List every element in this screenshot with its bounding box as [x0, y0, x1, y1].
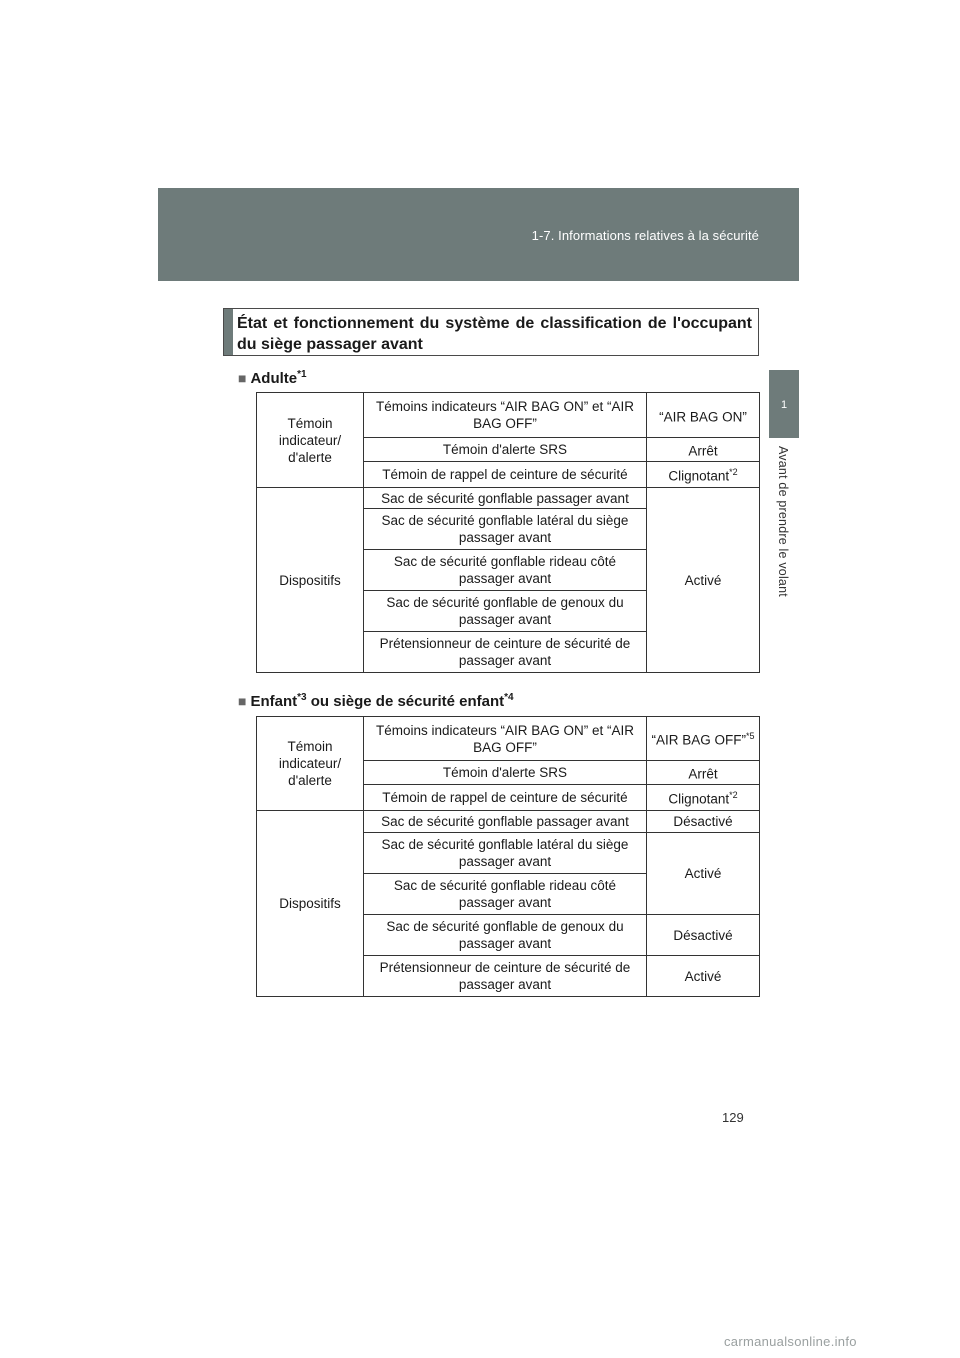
- child-device-name-4: Prétensionneur de ceinture de sécurité de passager avant: [364, 956, 647, 997]
- child-indicator-name-1: Témoin d'alerte SRS: [364, 761, 647, 785]
- child-heading-note-b: *4: [504, 692, 514, 703]
- child-indicator-name-2: Témoin de rappel de ceinture de sécurité: [364, 785, 647, 811]
- child-device-name-1: Sac de sécurité gonflable latéral du siège passager avant: [364, 833, 647, 874]
- table-row: [257, 393, 760, 438]
- adult-heading-note: *1: [297, 369, 307, 380]
- child-device-name-3: Sac de sécurité gonflable de genoux du passager avant: [364, 915, 647, 956]
- child-table: [256, 716, 760, 997]
- child-indicator-label: Témoin indicateur/ d'alerte: [257, 717, 364, 811]
- child-heading-text-a: Enfant: [250, 693, 298, 710]
- adult-indicator-label: Témoin indicateur/ d'alerte: [257, 393, 364, 488]
- child-indicator-state-0: “AIR BAG OFF”$^{*5}$: [647, 717, 760, 761]
- child-device-state-3: Désactivé: [647, 915, 760, 956]
- page-number: 129: [722, 1110, 744, 1125]
- adult-heading-text: Adulte: [250, 370, 298, 387]
- adult-devices-state: Activé: [647, 488, 760, 673]
- table-row: [257, 717, 760, 761]
- child-heading-text-b: ou siège de sécurité enfant: [306, 693, 505, 710]
- child-device-name-0: Sac de sécurité gonflable passager avant: [364, 811, 647, 833]
- adult-device-3: Sac de sécurité gonflable de genoux du passager avant: [364, 591, 647, 632]
- child-heading-note-a: *3: [297, 692, 307, 703]
- adult-device-4: Prétensionneur de ceinture de sécurité de passager avant: [364, 632, 647, 673]
- table-row: [257, 488, 760, 509]
- chapter-side-tab: [769, 370, 799, 438]
- adult-indicator-state-0: “AIR BAG ON”: [647, 393, 760, 438]
- child-device-state-0: Désactivé: [647, 811, 760, 833]
- watermark: carmanualsonline.info: [724, 1334, 857, 1349]
- table-row: [257, 811, 760, 833]
- child-indicator-state-2: Clignotant$^{*2}$: [647, 785, 760, 811]
- chapter-header: [158, 188, 799, 281]
- child-heading: [238, 692, 514, 710]
- adult-indicator-state-1: Arrêt: [647, 438, 760, 462]
- adult-table: [256, 392, 760, 673]
- section-title-bar: [224, 309, 233, 355]
- adult-device-2: Sac de sécurité gonflable rideau côté passager avant: [364, 550, 647, 591]
- adult-indicator-name-1: Témoin d'alerte SRS: [364, 438, 647, 462]
- square-bullet-icon: ■: [238, 693, 247, 709]
- square-bullet-icon: ■: [238, 370, 247, 386]
- chapter-section-title: 1-7. Informations relatives à la sécurité: [531, 228, 759, 243]
- adult-device-1: Sac de sécurité gonflable latéral du siège passager avant: [364, 509, 647, 550]
- adult-indicator-name-2: Témoin de rappel de ceinture de sécurité: [364, 462, 647, 488]
- adult-indicator-name-0: Témoins indicateurs “AIR BAG ON” et “AIR BAG OFF”: [364, 393, 647, 438]
- chapter-side-label-text: Avant de prendre le volant: [776, 446, 790, 597]
- child-indicator-name-0: Témoins indicateurs “AIR BAG ON” et “AIR BAG OFF”: [364, 717, 647, 761]
- child-devices-label: Dispositifs: [257, 811, 364, 997]
- chapter-number: 1: [780, 399, 788, 411]
- child-device-name-2: Sac de sécurité gonflable rideau côté passager avant: [364, 874, 647, 915]
- adult-device-0: Sac de sécurité gonflable passager avant: [364, 488, 647, 509]
- adult-indicator-state-2: Clignotant$^{*2}$: [647, 462, 760, 488]
- child-device-state-4: Activé: [647, 956, 760, 997]
- section-title: État et fonctionnement du système de classification de l'occupant du siège passager avant: [237, 315, 752, 353]
- adult-devices-label: Dispositifs: [257, 488, 364, 673]
- child-indicator-state-1: Arrêt: [647, 761, 760, 785]
- section-title-box: [223, 308, 759, 356]
- adult-heading: [238, 369, 307, 387]
- child-device-state-1: Activé: [647, 833, 760, 915]
